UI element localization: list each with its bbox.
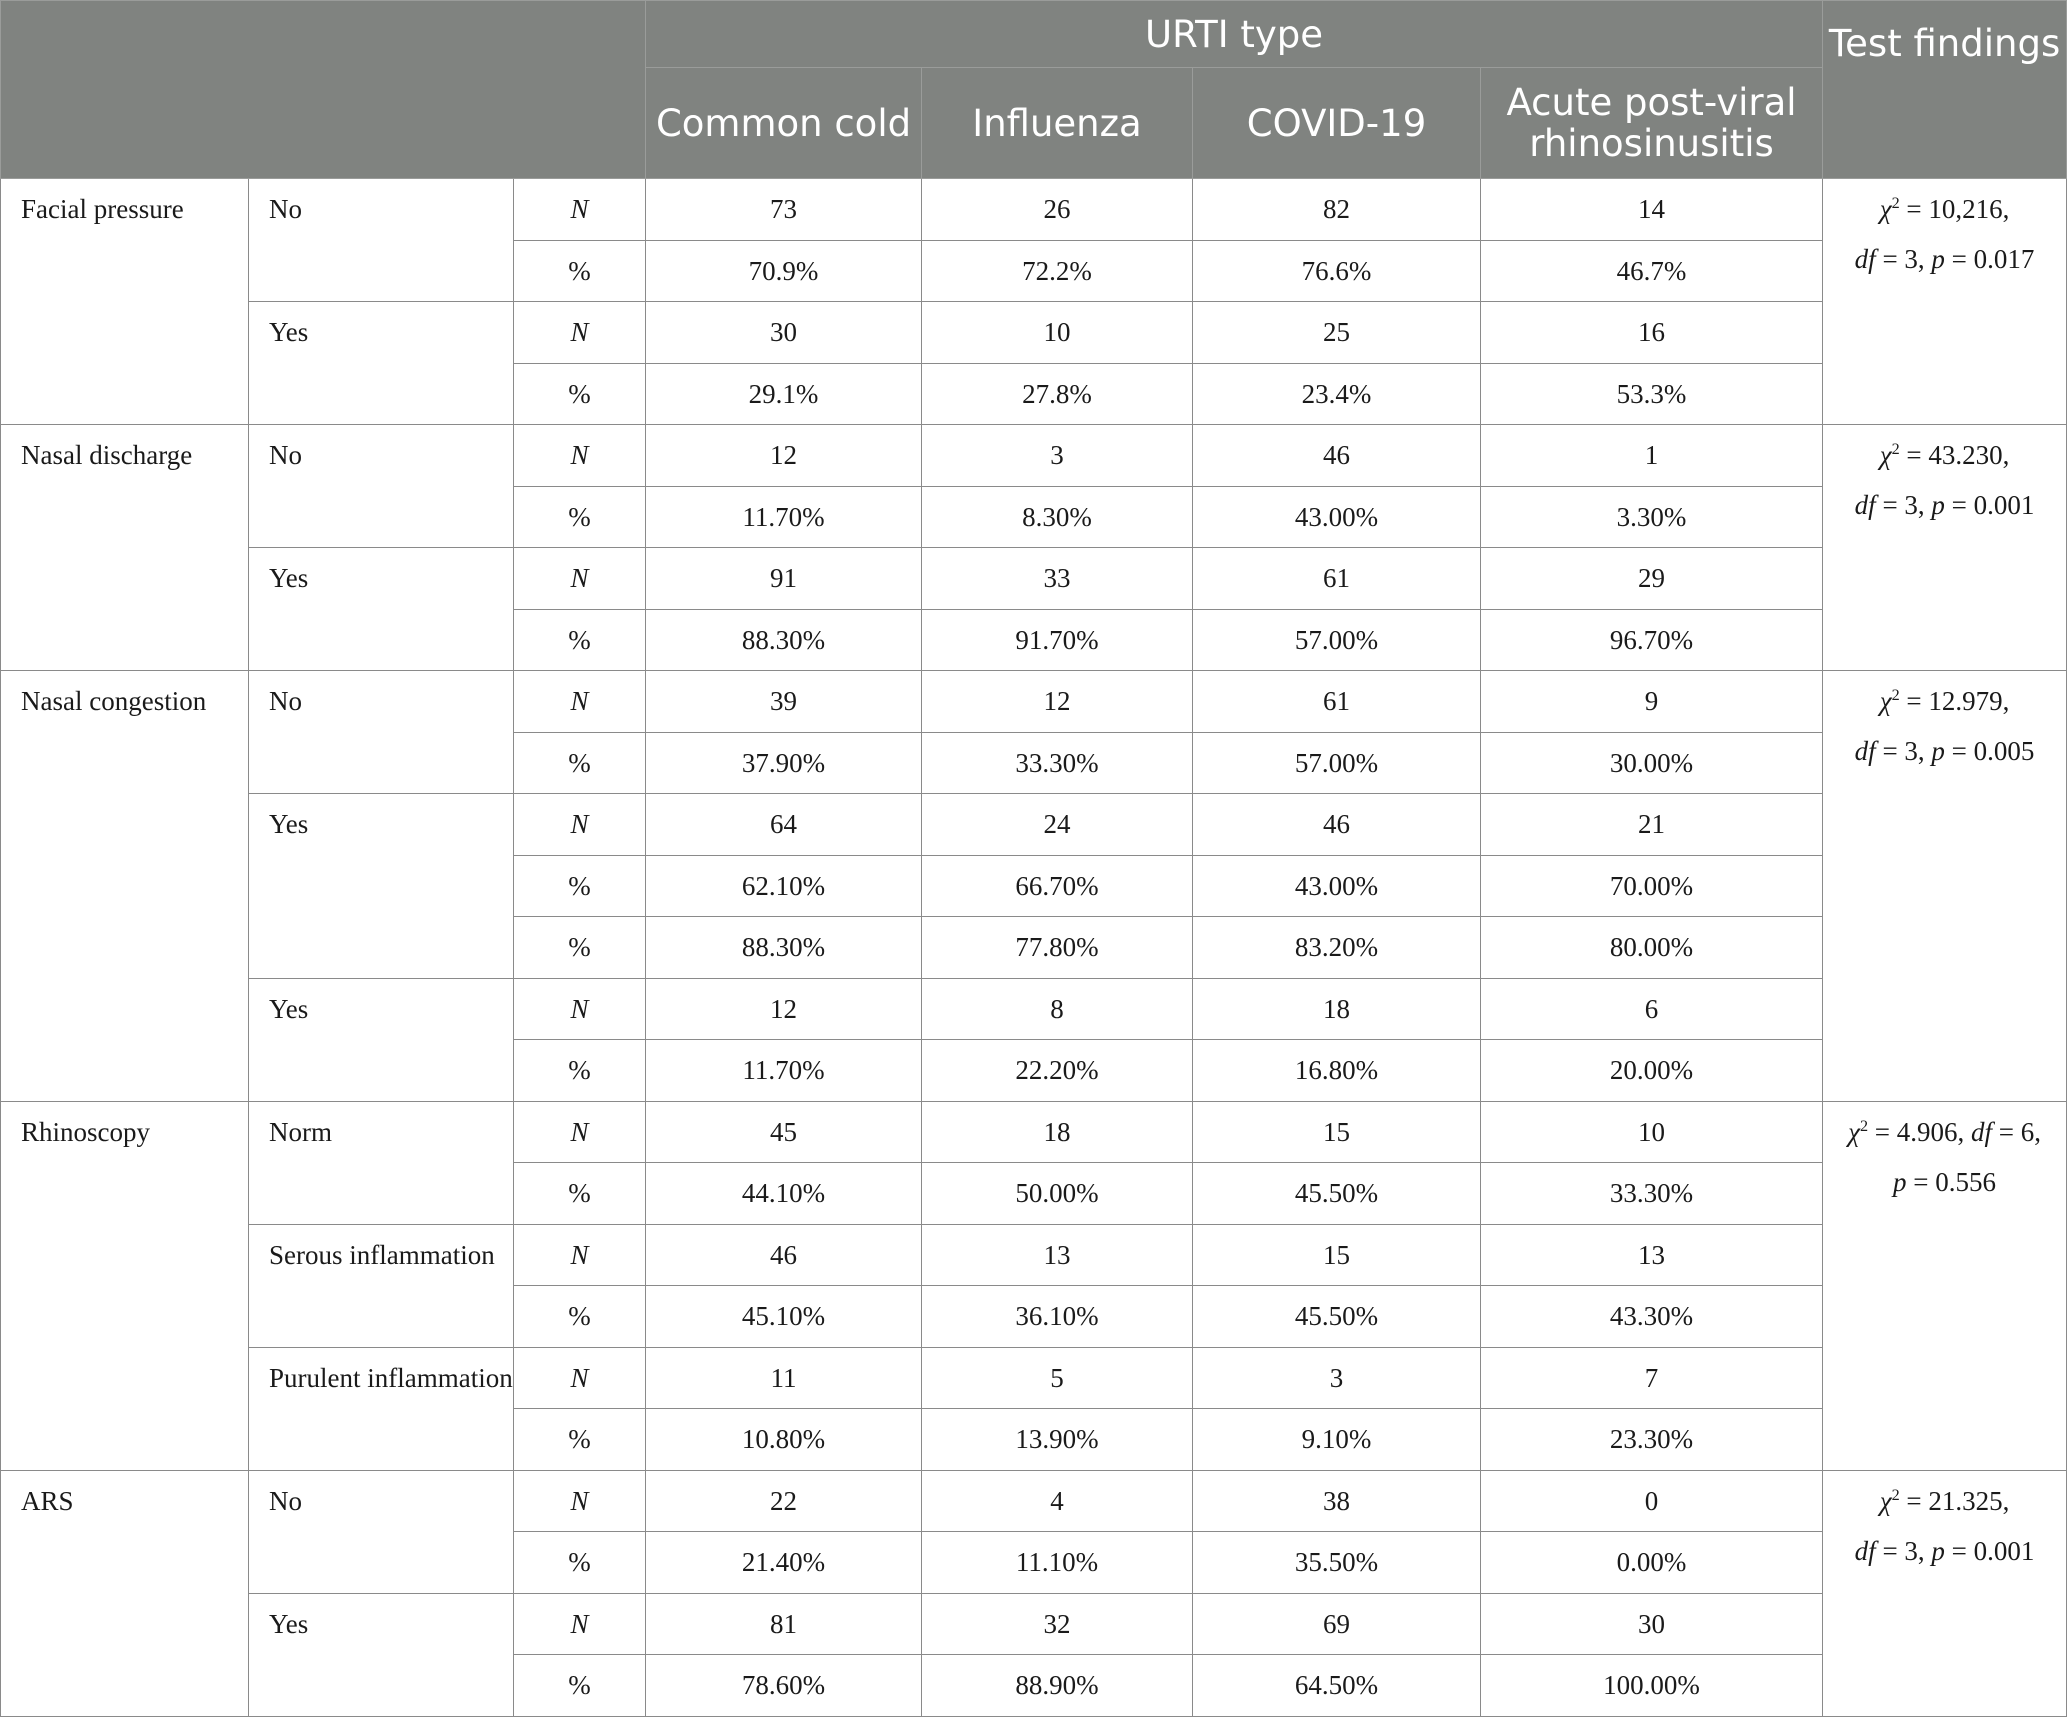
value-cell: 62.10% xyxy=(646,855,922,917)
group-label: Yes xyxy=(249,1593,514,1716)
value-cell: 33 xyxy=(922,548,1193,610)
value-cell: 61 xyxy=(1193,671,1481,733)
value-cell: 12 xyxy=(646,425,922,487)
value-cell: 25 xyxy=(1193,302,1481,364)
p-value: = 0.001 xyxy=(1951,1535,2035,1566)
p-value: = 0.017 xyxy=(1951,244,2035,274)
measure-cell: N xyxy=(514,548,646,610)
value-cell: 4 xyxy=(922,1470,1193,1532)
group-label: Yes xyxy=(249,302,514,425)
value-cell: 12 xyxy=(922,671,1193,733)
value-cell: 43.30% xyxy=(1481,1286,1823,1348)
value-cell: 91.70% xyxy=(922,609,1193,671)
value-cell: 32 xyxy=(922,1593,1193,1655)
value-cell: 46 xyxy=(1193,794,1481,856)
measure-cell: % xyxy=(514,609,646,671)
measure-cell: N xyxy=(514,425,646,487)
value-cell: 33.30% xyxy=(922,732,1193,794)
value-cell: 57.00% xyxy=(1193,732,1481,794)
value-cell: 45.10% xyxy=(646,1286,922,1348)
section-label: Rhinoscopy xyxy=(1,1101,249,1470)
measure-cell: N xyxy=(514,978,646,1040)
value-cell: 50.00% xyxy=(922,1163,1193,1225)
measure-cell: % xyxy=(514,1286,646,1348)
measure-cell: % xyxy=(514,240,646,302)
section-label: Nasal congestion xyxy=(1,671,249,1102)
header-urti-type: URTI type xyxy=(646,1,1823,68)
value-cell: 9 xyxy=(1481,671,1823,733)
value-cell: 100.00% xyxy=(1481,1655,1823,1717)
value-cell: 8 xyxy=(922,978,1193,1040)
p-value: = 0.005 xyxy=(1951,736,2035,766)
header-col-covid19: COVID-19 xyxy=(1193,68,1481,179)
value-cell: 0 xyxy=(1481,1470,1823,1532)
test-findings-cell: $\chi^2 = 12.979$, df = 3, p = 0.005 xyxy=(1823,671,2067,1102)
value-cell: 13.90% xyxy=(922,1409,1193,1471)
measure-cell: N xyxy=(514,1224,646,1286)
section-label: ARS xyxy=(1,1470,249,1716)
value-cell: 21 xyxy=(1481,794,1823,856)
group-label: Serous inflammation xyxy=(249,1224,514,1347)
value-cell: 53.3% xyxy=(1481,363,1823,425)
measure-cell: N xyxy=(514,179,646,241)
value-cell: 83.20% xyxy=(1193,917,1481,979)
value-cell: 26 xyxy=(922,179,1193,241)
chi-square-value: = 4.906, xyxy=(1874,1116,1965,1147)
value-cell: 11.70% xyxy=(646,1040,922,1102)
header-col-common-cold: Common cold xyxy=(646,68,922,179)
table-row xyxy=(1,425,2067,487)
value-cell: 36.10% xyxy=(922,1286,1193,1348)
value-cell: 13 xyxy=(922,1224,1193,1286)
header-blank xyxy=(1,1,646,179)
measure-cell: N xyxy=(514,794,646,856)
value-cell: 70.9% xyxy=(646,240,922,302)
test-findings-cell: $\chi^2 = 10,216$, df = 3, p = 0.017 xyxy=(1823,179,2067,425)
measure-cell: % xyxy=(514,1655,646,1717)
value-cell: 72.2% xyxy=(922,240,1193,302)
measure-cell: % xyxy=(514,486,646,548)
value-cell: 10.80% xyxy=(646,1409,922,1471)
df-value: = 3, xyxy=(1882,1535,1925,1566)
value-cell: 15 xyxy=(1193,1224,1481,1286)
value-cell: 29 xyxy=(1481,548,1823,610)
table-header xyxy=(1,1,2067,179)
measure-cell: N xyxy=(514,1470,646,1532)
value-cell: 39 xyxy=(646,671,922,733)
measure-cell: % xyxy=(514,917,646,979)
measure-cell: N xyxy=(514,1101,646,1163)
value-cell: 61 xyxy=(1193,548,1481,610)
value-cell: 22 xyxy=(646,1470,922,1532)
value-cell: 0.00% xyxy=(1481,1532,1823,1594)
measure-cell: % xyxy=(514,732,646,794)
header-test-findings: Test findings xyxy=(1823,1,2067,179)
value-cell: 43.00% xyxy=(1193,855,1481,917)
table-row xyxy=(1,1224,2067,1286)
value-cell: 82 xyxy=(1193,179,1481,241)
value-cell: 77.80% xyxy=(922,917,1193,979)
value-cell: 12 xyxy=(646,978,922,1040)
measure-cell: N xyxy=(514,302,646,364)
value-cell: 43.00% xyxy=(1193,486,1481,548)
value-cell: 7 xyxy=(1481,1347,1823,1409)
value-cell: 11.70% xyxy=(646,486,922,548)
p-value: = 0.001 xyxy=(1951,490,2035,520)
table-body xyxy=(1,179,2067,1717)
measure-cell: N xyxy=(514,671,646,733)
group-label: No xyxy=(249,179,514,302)
measure-cell: N xyxy=(514,1593,646,1655)
value-cell: 3 xyxy=(1193,1347,1481,1409)
value-cell: 38 xyxy=(1193,1470,1481,1532)
value-cell: 30 xyxy=(646,302,922,364)
value-cell: 29.1% xyxy=(646,363,922,425)
measure-cell: % xyxy=(514,1409,646,1471)
value-cell: 35.50% xyxy=(1193,1532,1481,1594)
value-cell: 37.90% xyxy=(646,732,922,794)
value-cell: 57.00% xyxy=(1193,609,1481,671)
value-cell: 64.50% xyxy=(1193,1655,1481,1717)
value-cell: 13 xyxy=(1481,1224,1823,1286)
value-cell: 8.30% xyxy=(922,486,1193,548)
table-row xyxy=(1,1470,2067,1532)
value-cell: 10 xyxy=(922,302,1193,364)
measure-cell: % xyxy=(514,855,646,917)
value-cell: 46 xyxy=(646,1224,922,1286)
value-cell: 45 xyxy=(646,1101,922,1163)
value-cell: 80.00% xyxy=(1481,917,1823,979)
test-findings-cell: $\chi^2 = 43.230$, df = 3, p = 0.001 xyxy=(1823,425,2067,671)
table-row xyxy=(1,794,2067,856)
p-value: = 0.556 xyxy=(1913,1166,1997,1197)
value-cell: 76.6% xyxy=(1193,240,1481,302)
value-cell: 9.10% xyxy=(1193,1409,1481,1471)
group-label: No xyxy=(249,671,514,794)
value-cell: 16.80% xyxy=(1193,1040,1481,1102)
test-findings-cell: $\chi^2 = 21.325$, df = 3, p = 0.001 xyxy=(1823,1470,2067,1716)
value-cell: 64 xyxy=(646,794,922,856)
measure-cell: % xyxy=(514,1532,646,1594)
value-cell: 5 xyxy=(922,1347,1193,1409)
value-cell: 46.7% xyxy=(1481,240,1823,302)
df-value: = 6, xyxy=(1998,1116,2042,1147)
table-row xyxy=(1,1593,2067,1655)
df-value: = 3, xyxy=(1882,490,1925,520)
value-cell: 21.40% xyxy=(646,1532,922,1594)
group-label: No xyxy=(249,425,514,548)
value-cell: 30.00% xyxy=(1481,732,1823,794)
value-cell: 45.50% xyxy=(1193,1163,1481,1225)
value-cell: 91 xyxy=(646,548,922,610)
table-row xyxy=(1,671,2067,733)
value-cell: 14 xyxy=(1481,179,1823,241)
value-cell: 11.10% xyxy=(922,1532,1193,1594)
value-cell: 46 xyxy=(1193,425,1481,487)
value-cell: 69 xyxy=(1193,1593,1481,1655)
value-cell: 88.30% xyxy=(646,917,922,979)
df-value: = 3, xyxy=(1882,736,1925,766)
table-row xyxy=(1,978,2067,1040)
value-cell: 16 xyxy=(1481,302,1823,364)
header-col-acute-rhinosinusitis: Acute post-viral rhinosinusitis xyxy=(1481,68,1823,179)
group-label: Yes xyxy=(249,548,514,671)
value-cell: 11 xyxy=(646,1347,922,1409)
value-cell: 15 xyxy=(1193,1101,1481,1163)
value-cell: 22.20% xyxy=(922,1040,1193,1102)
df-value: = 3, xyxy=(1882,244,1925,274)
value-cell: 73 xyxy=(646,179,922,241)
test-findings-cell: $\chi^2 = 4.906$, df = 6, p = 0.556 xyxy=(1823,1101,2067,1470)
group-label: No xyxy=(249,1470,514,1593)
value-cell: 20.00% xyxy=(1481,1040,1823,1102)
value-cell: 70.00% xyxy=(1481,855,1823,917)
header-col-influenza: Influenza xyxy=(922,68,1193,179)
value-cell: 24 xyxy=(922,794,1193,856)
value-cell: 33.30% xyxy=(1481,1163,1823,1225)
value-cell: 23.4% xyxy=(1193,363,1481,425)
measure-cell: % xyxy=(514,1040,646,1102)
value-cell: 30 xyxy=(1481,1593,1823,1655)
group-label: Yes xyxy=(249,794,514,979)
value-cell: 18 xyxy=(1193,978,1481,1040)
value-cell: 6 xyxy=(1481,978,1823,1040)
measure-cell: % xyxy=(514,363,646,425)
group-label: Norm xyxy=(249,1101,514,1224)
value-cell: 27.8% xyxy=(922,363,1193,425)
table-row xyxy=(1,302,2067,364)
value-cell: 18 xyxy=(922,1101,1193,1163)
value-cell: 88.30% xyxy=(646,609,922,671)
value-cell: 3 xyxy=(922,425,1193,487)
chi-square-value: = 21.325, xyxy=(1906,1485,2010,1516)
section-label: Nasal discharge xyxy=(1,425,249,671)
table-row xyxy=(1,1347,2067,1409)
value-cell: 45.50% xyxy=(1193,1286,1481,1348)
value-cell: 78.60% xyxy=(646,1655,922,1717)
value-cell: 44.10% xyxy=(646,1163,922,1225)
table-row xyxy=(1,548,2067,610)
value-cell: 23.30% xyxy=(1481,1409,1823,1471)
table-row xyxy=(1,1101,2067,1163)
chi-square-value: = 43.230, xyxy=(1906,440,2010,470)
value-cell: 66.70% xyxy=(922,855,1193,917)
group-label: Yes xyxy=(249,978,514,1101)
table-row xyxy=(1,179,2067,241)
section-label: Facial pressure xyxy=(1,179,249,425)
chi-square-value: = 12.979, xyxy=(1906,686,2010,716)
value-cell: 3.30% xyxy=(1481,486,1823,548)
value-cell: 88.90% xyxy=(922,1655,1193,1717)
value-cell: 81 xyxy=(646,1593,922,1655)
group-label: Purulent inflammation xyxy=(249,1347,514,1470)
value-cell: 1 xyxy=(1481,425,1823,487)
measure-cell: % xyxy=(514,1163,646,1225)
chi-square-value: = 10,216, xyxy=(1906,194,2010,224)
value-cell: 10 xyxy=(1481,1101,1823,1163)
measure-cell: N xyxy=(514,1347,646,1409)
value-cell: 96.70% xyxy=(1481,609,1823,671)
